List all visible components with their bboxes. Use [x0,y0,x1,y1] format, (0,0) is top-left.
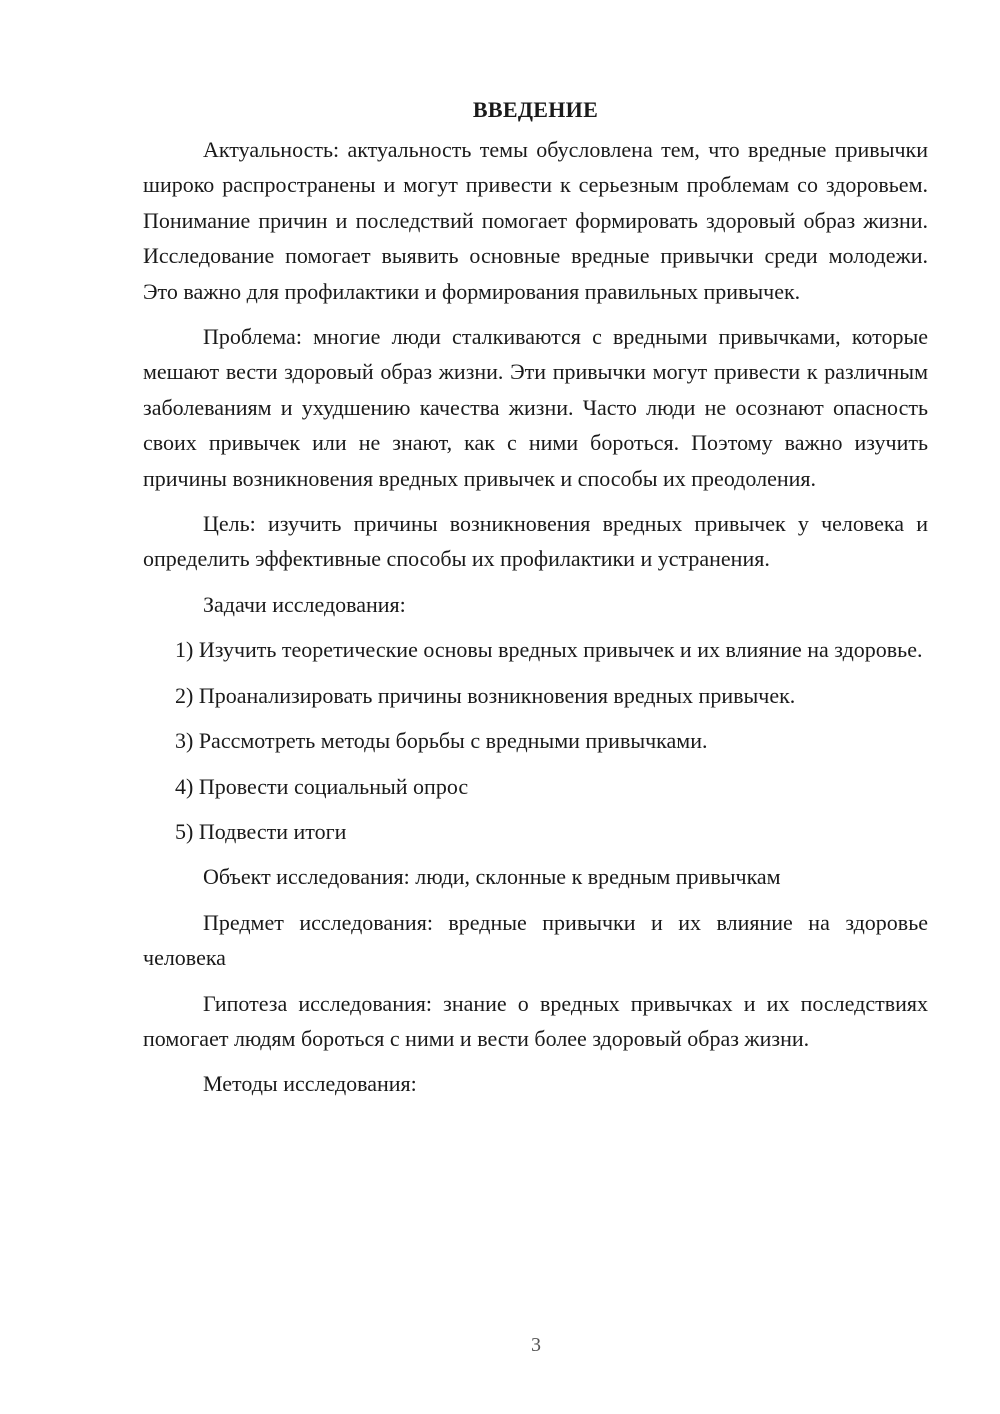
list-item: 2) Проанализировать причины возникновения вредных привычек. [175,682,796,708]
page-title: ВВЕДЕНИЕ [472,97,599,122]
paragraph-relevance: Актуальность: актуальность темы обусловлена тем, что вредные привычки широко распространены и могут привести к серьезным проблемам со здоровьем. Понимание причин и последствий помогает формировать здоровый образ жизни. Исследование помогает выявить основные вредные привычки среди молодежи. Это важно для профилактики и формирования правильных привычек. [143,137,928,304]
list-item: 1) Изучить теоретические основы вредных привычек и их влияние на здоровье. [175,637,923,663]
paragraph-tasks-title: Задачи исследования: [203,591,406,617]
paragraph-object: Объект исследования: люди, склонные к вредным привычкам [203,864,781,890]
paragraph-methods-title: Методы исследования: [203,1071,417,1097]
document-page [143,92,928,1112]
paragraph-problem: Проблема: многие люди сталкиваются с вредными привычками, которые мешают вести здоровый образ жизни. Эти привычки могут привести к различным заболеваниям и ухудшению качества жизни. Часто люди не осознают опасность своих привычек или не знают, как с ними бороться. Поэтому важно изучить причины возникновения вредных привычек и способы их преодоления. [143,324,928,491]
paragraph-subject: Предмет исследования: вредные привычки и их влияние на здоровье человека [143,909,928,971]
list-item: 3) Рассмотреть методы борьбы с вредными привычками. [175,728,708,754]
list-item: 4) Провести социальный опрос [175,773,469,799]
list-item: 5) Подвести итоги [175,818,347,844]
paragraph-goal: Цель: изучить причины возникновения вредных привычек у человека и определить эффективные способы их профилактики и устранения. [143,511,928,572]
page-number: 3 [531,1334,541,1356]
paragraph-hypothesis: Гипотеза исследования: знание о вредных привычках и их последствиях помогает людям бороться с ними и вести более здоровый образ жизни. [143,990,928,1051]
tasks-list [143,632,928,849]
